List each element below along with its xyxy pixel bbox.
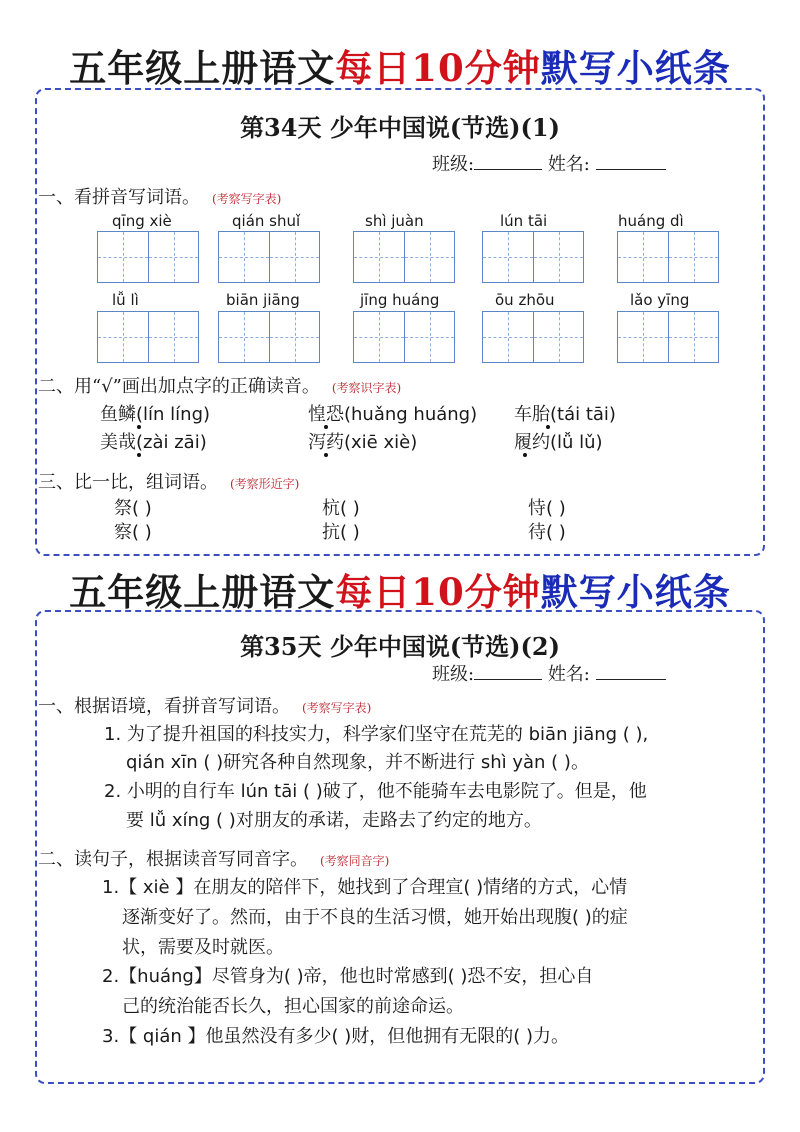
day34-class-name: 班级: 姓名: (432, 150, 666, 176)
class-blank[interactable] (474, 661, 542, 680)
reading-item: 美哉(zài zāi) (100, 432, 207, 453)
pinyin-label: lǚ lì (112, 291, 139, 309)
emphasis-dot (137, 425, 141, 429)
name-blank[interactable] (596, 661, 666, 680)
compare-item: 待( ) (528, 522, 566, 543)
homophone-line: 逐渐变好了。然而，由于不良的生活习惯，她开始出现腹( )的症 (122, 907, 628, 928)
context-line: 1. 为了提升祖国的科技实力，科学家们坚守在荒芜的 biān jiāng ( ), (104, 724, 649, 745)
compare-item: 察( ) (114, 522, 152, 543)
day34-title: 第34天 少年中国说(节选)(1) (240, 113, 560, 142)
day35-class-name: 班级: 姓名: (432, 660, 666, 686)
emphasis-dot (324, 453, 328, 457)
writing-grid[interactable] (97, 231, 199, 283)
pinyin-label: lún tāi (500, 212, 548, 230)
writing-grid[interactable] (353, 231, 455, 283)
homophone-line: 1.【 xiè 】在朋友的陪伴下，她找到了合理宣( )情绪的方式，心情 (102, 877, 628, 898)
class-blank[interactable] (474, 151, 542, 170)
context-line: 2. 小明的自行车 lún tāi ( )破了，他不能骑车去电影院了。但是，他 (104, 781, 647, 802)
day35-s2-heading: 二、读句子，根据读音写同音字。 (考察同音字) (38, 849, 390, 870)
writing-grid[interactable] (482, 311, 584, 363)
writing-grid[interactable] (97, 311, 199, 363)
writing-grid[interactable] (482, 231, 584, 283)
sheet-title (0, 38, 800, 92)
writing-grid[interactable] (617, 231, 719, 283)
reading-item: 车胎(tái tāi) (514, 404, 616, 425)
pinyin-label: shì juàn (365, 212, 424, 230)
name-blank[interactable] (596, 151, 666, 170)
homophone-line: 3.【 qián 】他虽然没有多少( )财，但他拥有无限的( )力。 (102, 1026, 570, 1047)
pinyin-label: biān jiāng (226, 291, 300, 309)
pinyin-label: lǎo yīng (630, 291, 690, 309)
title-part-red: 每日10分钟 (335, 46, 541, 90)
day35-title: 第35天 少年中国说(节选)(2) (240, 632, 560, 661)
pinyin-label: jīng huáng (360, 291, 440, 309)
compare-item: 恃( ) (528, 498, 566, 519)
writing-grid[interactable] (353, 311, 455, 363)
day34-s3-heading: 三、比一比，组词语。 (考察形近字) (38, 472, 300, 493)
reading-item: 履约(lǚ lǔ) (514, 432, 603, 453)
title-part-red: 每日10分钟 (335, 570, 541, 614)
pinyin-label: ōu zhōu (495, 291, 555, 309)
sheet-title (0, 562, 800, 616)
homophone-line: 2.【huáng】尽管身为( )帝，他也时常感到( )恐不安，担心自 (102, 966, 594, 987)
reading-item: 泻药(xiē xiè) (308, 432, 418, 453)
context-line: qián xīn ( )研究各种自然现象，并不断进行 shì yàn ( )。 (126, 752, 589, 773)
pinyin-label: huáng dì (618, 212, 684, 230)
context-line: 要 lǚ xíng ( )对朋友的承诺，走路去了约定的地方。 (126, 810, 542, 831)
title-part-blue: 默写小纸条 (540, 570, 731, 614)
day34-s1-heading: 一、看拼音写词语。 (考察写字表) (38, 187, 282, 208)
emphasis-dot (137, 453, 141, 457)
writing-grid[interactable] (218, 311, 320, 363)
title-part-blue: 默写小纸条 (540, 46, 731, 90)
reading-item: 鱼鳞(lín líng) (100, 404, 211, 425)
writing-grid[interactable] (617, 311, 719, 363)
homophone-line: 状，需要及时就医。 (122, 937, 284, 958)
emphasis-dot (523, 453, 527, 457)
emphasis-dot (546, 425, 550, 429)
reading-item: 惶恐(huǎng huáng) (308, 404, 478, 425)
homophone-line: 己的统治能否长久，担心国家的前途命运。 (122, 996, 464, 1017)
title-part-black: 五年级上册语文 (69, 570, 336, 614)
compare-item: 杭( ) (322, 498, 360, 519)
emphasis-dot (324, 425, 328, 429)
title-part-black: 五年级上册语文 (69, 46, 336, 90)
compare-item: 祭( ) (114, 498, 152, 519)
writing-grid[interactable] (218, 231, 320, 283)
pinyin-label: qián shuǐ (232, 212, 301, 230)
day34-s2-heading: 二、用“√”画出加点字的正确读音。 (考察识字表) (38, 376, 402, 397)
compare-item: 抗( ) (322, 522, 360, 543)
pinyin-label: qīng xiè (112, 212, 172, 230)
day35-s1-heading: 一、根据语境，看拼音写词语。 (考察写字表) (38, 696, 372, 717)
